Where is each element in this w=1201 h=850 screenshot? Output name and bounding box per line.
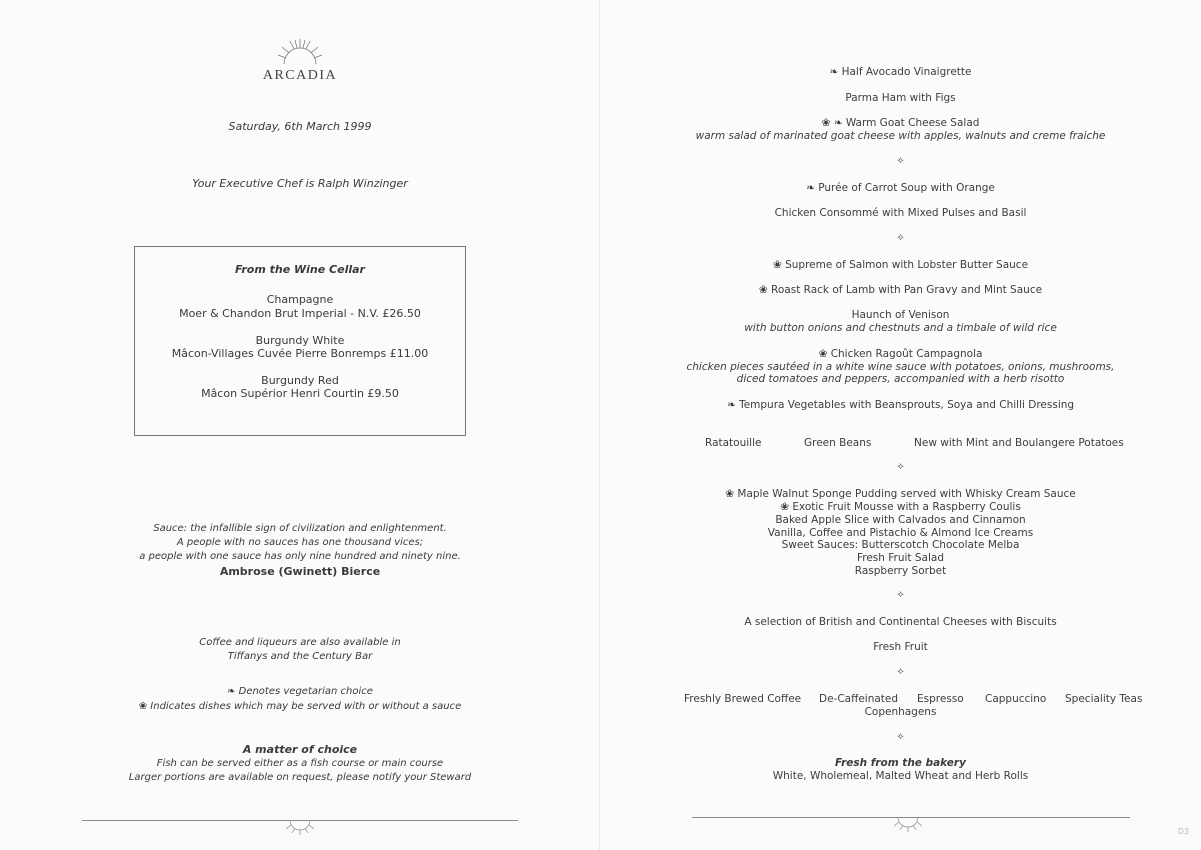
coffee-item: Espresso [917,693,964,705]
wine-type: Champagne [266,293,334,306]
dessert-item: ❀ Exotic Fruit Mousse with a Raspberry Coulis [780,501,1021,513]
side-item: New with Mint and Boulangere Potatoes [914,437,1124,449]
divider-icon: ⟡ [897,731,904,742]
dessert-item: Raspberry Sorbet [854,565,947,577]
choice-title: A matter of choice [242,743,358,756]
starter-item: ❧ Half Avocado Vinaigrette [829,66,972,78]
divider-icon: ⟡ [897,155,904,166]
arcadia-logo [255,38,345,84]
left-page [0,0,600,850]
wine-detail: Mâcon Supérior Henri Courtin £9.50 [201,387,399,400]
cheese-item: A selection of British and Continental Cheeses with Biscuits [744,616,1057,628]
starter-description: warm salad of marinated goat cheese with apples, walnuts and creme fraiche [695,130,1106,142]
starter-item: Parma Ham with Figs [845,92,956,104]
main-item: Haunch of Venison [851,309,950,321]
side-item: Green Beans [804,437,872,449]
wine-detail: Moer & Chandon Brut Imperial - N.V. £26.50 [179,307,421,320]
bakery-title: Fresh from the bakery [835,757,966,769]
quote-author: Ambrose (Gwinett) Bierce [219,565,381,578]
wine-cellar-title: From the Wine Cellar [235,263,365,276]
coffee-item: Speciality Teas [1065,693,1143,705]
main-item: ❀ Supreme of Salmon with Lobster Butter Sauce [772,259,1029,271]
dessert-item: Baked Apple Slice with Calvados and Cinnamon [775,514,1026,526]
bakery-items: White, Wholemeal, Malted Wheat and Herb Rolls [772,770,1029,782]
brand-name: ARCADIA [262,68,338,83]
dessert-item: Fresh Fruit Salad [856,552,945,564]
quote-line: A people with no sauces has one thousand vices; [176,537,424,548]
main-description: chicken pieces sautéed in a white wine sauce with potatoes, onions, mushrooms, [686,361,1115,373]
wine-cellar-box [134,246,466,436]
dessert-item: Vanilla, Coffee and Pistachio & Almond Ice Creams [767,527,1034,539]
wine-detail: Mâcon-Villages Cuvée Pierre Bonremps £11.00 [171,347,429,360]
sunburst-icon [275,38,325,66]
choice-line: Larger portions are available on request, please notify your Steward [128,772,472,783]
coffee-item: De-Caffeinated [819,693,899,705]
quote-line: Sauce: the infallible sign of civilization and enlightenment. [153,523,447,534]
wine-type: Burgundy White [255,334,345,347]
chef-line: Your Executive Chef is Ralph Winzinger [192,177,408,190]
coffee-note-line: Coffee and liqueurs are also available in [199,637,401,648]
coffee-item: Cappuccino [985,693,1047,705]
soup-item: Chicken Consommé with Mixed Pulses and Basil [774,207,1027,219]
main-description: diced tomatoes and peppers, accompanied with a herb risotto [736,373,1065,385]
coffee-item: Freshly Brewed Coffee [684,693,802,705]
fruit-item: Fresh Fruit [873,641,928,653]
divider-icon: ⟡ [897,232,904,243]
legend-vegetarian: ❧ Denotes vegetarian choice [227,686,373,697]
dessert-item: Sweet Sauces: Butterscotch Chocolate Melba [781,539,1020,551]
quote-line: a people with one sauce has only nine hundred and ninety nine. [139,551,461,562]
right-page [600,0,1201,850]
side-item: Ratatouille [705,437,762,449]
starter-item: ❀ ❧ Warm Goat Cheese Salad [821,117,980,129]
divider-icon: ⟡ [897,666,904,677]
main-description: with button onions and chestnuts and a timbale of wild rice [744,322,1057,334]
dessert-item: ❀ Maple Walnut Sponge Pudding served with Whisky Cream Sauce [725,488,1076,500]
page-code: D3 [1177,827,1189,836]
choice-line: Fish can be served either as a fish course or main course [156,758,444,769]
sunburst-icon [892,815,924,833]
main-item: ❧ Tempura Vegetables with Beansprouts, Soya and Chilli Dressing [726,399,1075,411]
divider-icon: ⟡ [897,461,904,472]
legend-sauce: ❀ Indicates dishes which may be served with or without a sauce [138,701,462,712]
menu-date: Saturday, 6th March 1999 [228,120,372,133]
coffee-item: Copenhagens [864,706,937,718]
main-item: ❀ Roast Rack of Lamb with Pan Gravy and Mint Sauce [758,284,1043,296]
coffee-note-line: Tiffanys and the Century Bar [227,651,373,662]
divider-icon: ⟡ [897,589,904,600]
sunburst-icon [284,818,316,836]
soup-item: ❧ Purée of Carrot Soup with Orange [806,182,995,194]
wine-type: Burgundy Red [261,374,339,387]
main-item: ❀ Chicken Ragoût Campagnola [818,348,983,360]
